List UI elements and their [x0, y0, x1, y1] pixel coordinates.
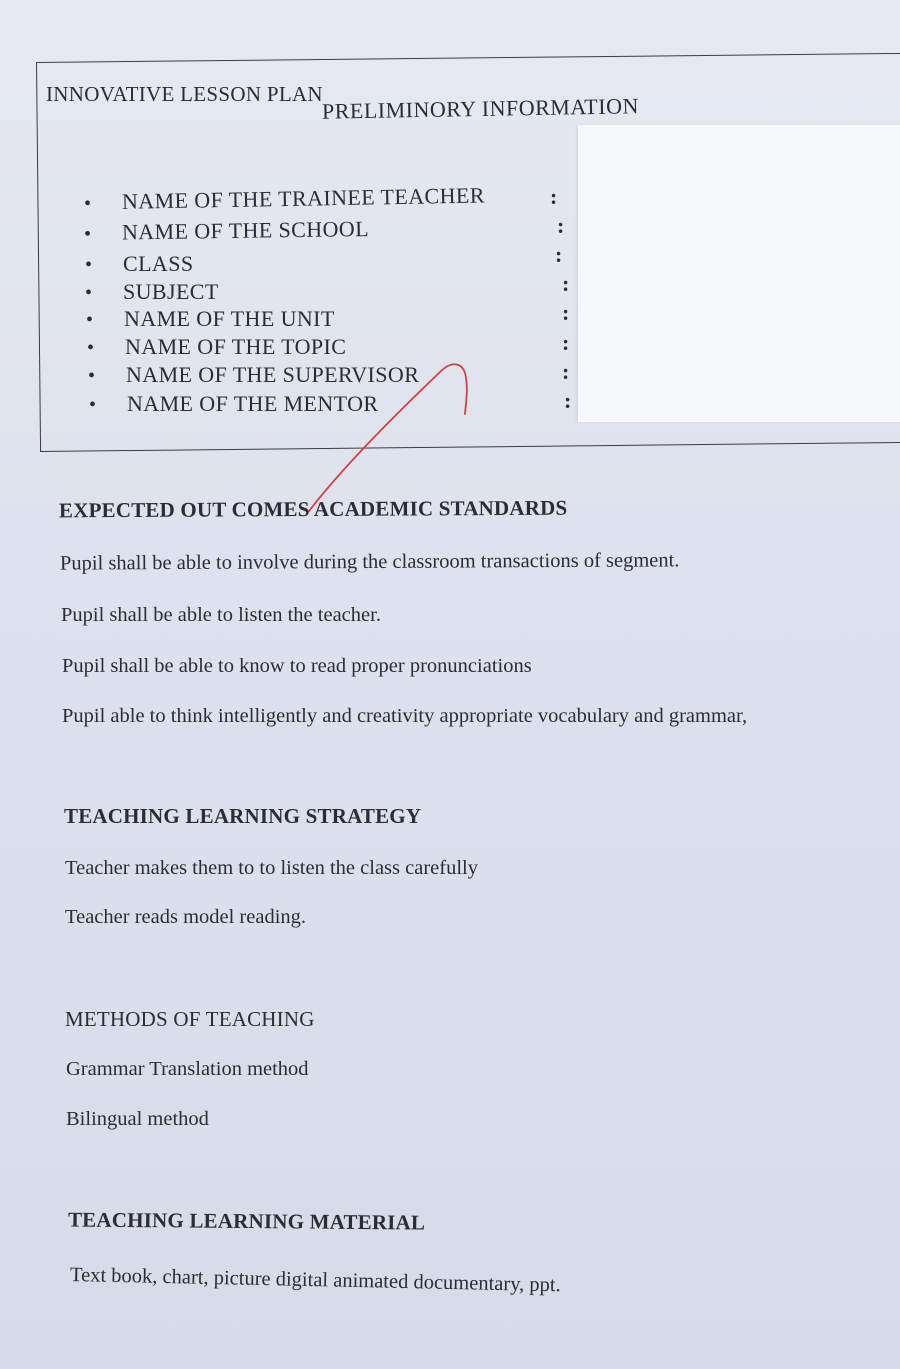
methods-heading: METHODS OF TEACHING [65, 1007, 315, 1031]
field-colon: : [562, 271, 570, 296]
field-colon: : [555, 242, 563, 267]
materials-heading: TEACHING LEARNING MATERIAL [67, 1207, 426, 1235]
preliminary-heading: PRELIMINORY INFORMATION [321, 93, 640, 124]
outcomes-heading: EXPECTED OUT COMES ACADEMIC STANDARDS [58, 495, 568, 523]
bullet-icon: • [86, 309, 94, 331]
bullet-icon: • [83, 192, 92, 215]
field-label: NAME OF THE MENTOR [127, 391, 379, 416]
material-item: Text book, chart, picture digital animated documentary, ppt. [69, 1264, 561, 1297]
field-label: NAME OF THE SUPERVISOR [126, 362, 420, 387]
strategy-heading: TEACHING LEARNING STRATEGY [64, 804, 422, 828]
method-item: Grammar Translation method [66, 1058, 309, 1080]
field-label: CLASS [123, 251, 194, 276]
document-title: INNOVATIVE LESSON PLAN [46, 82, 323, 106]
bullet-icon: • [83, 222, 92, 245]
method-item: Bilingual method [66, 1108, 209, 1130]
field-label: SUBJECT [123, 279, 219, 304]
bullet-icon: • [88, 365, 96, 387]
strategy-item: Teacher makes them to to listen the class carefully [65, 857, 478, 879]
strategy-item: Teacher reads model reading. [65, 906, 307, 928]
field-colon: : [562, 359, 570, 384]
field-label: NAME OF THE TOPIC [125, 334, 347, 359]
bullet-icon: • [85, 282, 93, 304]
field-label: NAME OF THE SCHOOL [121, 216, 370, 245]
bullet-icon: • [87, 337, 95, 359]
outcome-item: Pupil shall be able to listen the teacher. [61, 604, 381, 626]
outcome-item: Pupil able to think intelligently and creativity appropriate vocabulary and grammar, [62, 705, 748, 727]
outcome-item: Pupil shall be able to know to read proper pronunciations [62, 655, 532, 677]
field-colon: : [550, 184, 558, 209]
bullet-icon: • [89, 394, 97, 416]
field-colon: : [557, 213, 565, 238]
field-label: NAME OF THE TRAINEE TEACHER [121, 182, 485, 214]
outcome-item: Pupil shall be able to involve during the classroom transactions of segment. [59, 549, 680, 575]
field-colon: : [562, 300, 570, 325]
field-label: NAME OF THE UNIT [124, 306, 335, 331]
field-colon: : [562, 330, 570, 355]
bullet-icon: • [85, 254, 93, 276]
field-colon: : [564, 388, 572, 413]
